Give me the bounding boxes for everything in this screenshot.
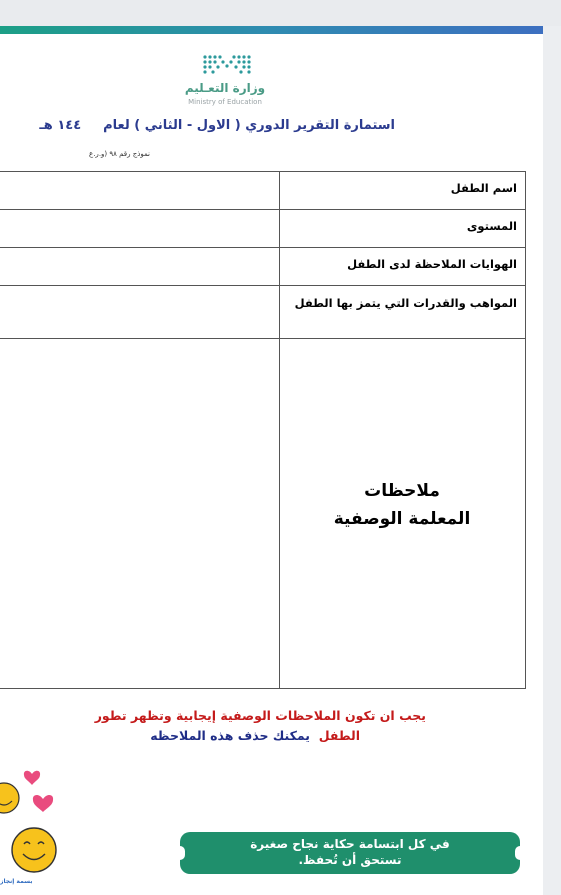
- form-title-text: استمارة التقرير الدوري ( الاول - الثاني ) لعام: [103, 118, 395, 133]
- ministry-name-en: Ministry of Education: [188, 98, 262, 106]
- top-band: [0, 0, 561, 26]
- table-row-label: المواهب والقدرات التي يتمز بها الطفل: [294, 296, 517, 310]
- form-number: نموذج رقم ٩٨ (و.ر.ع: [89, 150, 150, 158]
- quote-banner: [180, 832, 520, 874]
- table-row-label: الهوايات الملاحظة لدى الطفل: [347, 257, 517, 271]
- form-year: ١٤٤ هـ: [39, 118, 82, 133]
- warning-line2-blue: يمكنك حذف هذه الملاحظه: [150, 728, 310, 743]
- banner-line2: تستحق أن تُحفظ.: [298, 853, 402, 867]
- table-divider: [0, 209, 526, 210]
- header-gradient-bar: [0, 26, 543, 34]
- table-divider: [0, 285, 526, 286]
- logo-dots-icon: [199, 52, 255, 82]
- table-column-divider: [279, 171, 280, 689]
- banner-notch-right: [515, 846, 525, 860]
- table-border-bottom: [0, 688, 526, 689]
- page-side-strip: [543, 26, 561, 895]
- table-row-label: اسم الطفل: [450, 181, 517, 195]
- ministry-name-ar: وزارة التعـليم: [184, 81, 266, 95]
- form-title: [0, 118, 395, 133]
- smiley-icon: [0, 783, 19, 813]
- notes-label-line1: ملاحظات: [364, 481, 440, 501]
- table-divider: [0, 338, 526, 339]
- smiley-icon: [12, 828, 56, 872]
- heart-icon: [33, 795, 53, 812]
- table-border-top: [0, 171, 526, 172]
- report-table: [0, 171, 526, 689]
- table-border-right: [525, 171, 526, 689]
- watermark-logo: بسمة إنجاز: [0, 878, 33, 885]
- banner-line1: في كل ابتسامة حكاية نجاح صغيرة: [250, 837, 450, 851]
- warning-line2-red: الطفل: [318, 728, 360, 743]
- heart-icon: [24, 771, 40, 785]
- document-page: [0, 26, 543, 895]
- banner-notch-left: [175, 846, 185, 860]
- table-row-label: المستوى: [466, 219, 517, 233]
- decoration-smileys: [0, 738, 80, 888]
- table-divider: [0, 247, 526, 248]
- warning-line1: يجب ان تكون الملاحظات الوصفية إيجابية وتظهر تطور: [94, 708, 426, 723]
- notes-label-line2: المعلمة الوصفية: [333, 509, 471, 529]
